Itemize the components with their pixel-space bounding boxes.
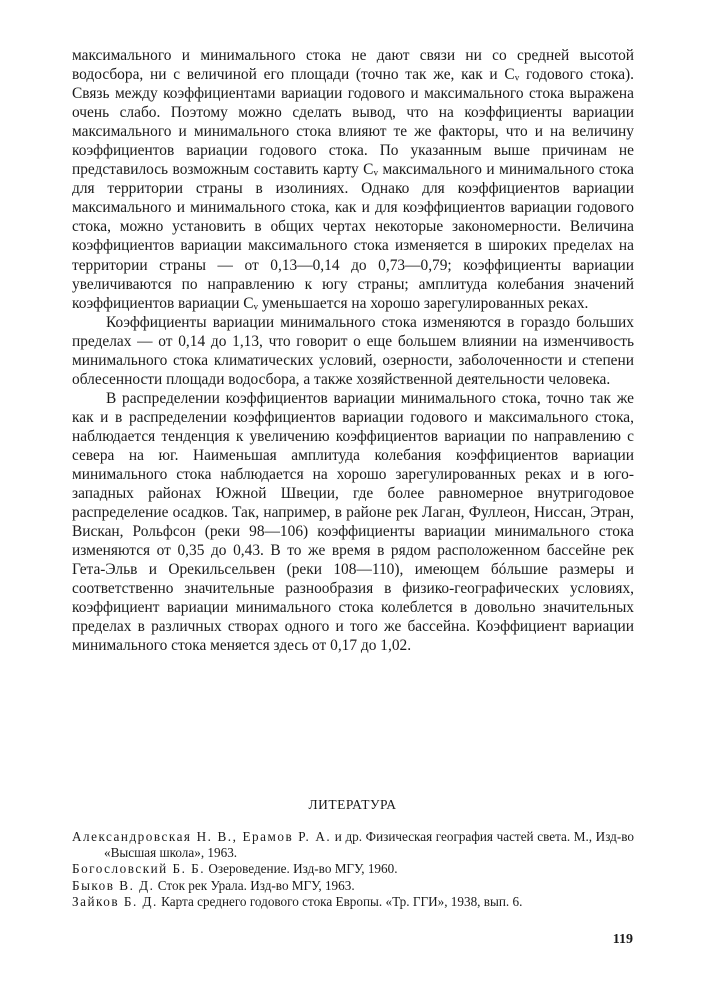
reference-text: и др. Физическая география частей света. М., Изд-во «Высшая школа», 1963. <box>104 829 634 861</box>
reference-item <box>72 829 634 861</box>
reference-author: Александровская Н. В., Ерамов Р. А. <box>72 829 332 844</box>
reference-author: Быков В. Д. <box>72 877 155 893</box>
body-text <box>72 46 634 656</box>
paragraph-1: максимального и минимального стока не дают связи ни со средней высотой водосбора, ни с величиной его площади (точно так же, как и Cᵥ годового стока). Связь между коэффициентами вариации годового и максимального стока выражена очень слабо. Поэтому можно сделать вывод, что на коэффициенты вариации максимального и минимального стока влияют те же факторы, что и на величину коэффициентов вариации годового стока. По указанным выше причинам не представилось возможным составить карту Cᵥ максимального и минимального стока для территории страны в изолиниях. Однако для коэффициентов вариации максимального и минимального стока, как и для коэффициентов вариации годового стока, можно установить в общих чертах некоторые закономерности. Величина коэффициентов вариации максимального стока изменяется в широких пределах на территории страны — от 0,13—0,14 до 0,73—0,79; коэффициенты вариации увеличиваются по направлению к югу страны; амплитуда колебания значений коэффициентов вариации Cᵥ уменьшается на хорошо зарегулированных реках. <box>72 47 634 312</box>
reference-list <box>72 829 634 910</box>
reference-author: Зайков Б. Д. <box>72 893 158 909</box>
reference-item <box>72 878 634 894</box>
reference-author: Богословский Б. Б. <box>72 861 206 877</box>
page-number: 119 <box>612 932 633 947</box>
paragraph-3: В распределении коэффициентов вариации минимального стока, точно так же как и в распределении коэффициентов вариации годового и максимального стока, наблюдается тенденция к увеличению коэффициентов вариации по направлению с севера на юг. Наименьшая амплитуда колебания коэффициентов вариации минимального стока наблюдается на хорошо зарегулированных реках и в юго-западных районах Южной Швеции, где более равномерное внутригодовое распределение осадков. Так, например, в районе рек Лаган, Фуллеон, Ниссан, Этран, Вискан, Рольфсон (реки 98—106) коэффициенты вариации минимального стока изменяются от 0,35 до 0,43. В то же время в рядом расположенном бассейне рек Гета-Эльв и Орекильсельвен (реки 108—110), имеющем бóльшие размеры и соответственно значительные разнообразия в физико-географических условиях, коэффициент вариации минимального стока колеблется в довольно значительных пределах в различных створах одного и того же бассейна. Коэффициент вариации минимального стока меняется здесь от 0,17 до 1,02. <box>72 389 634 655</box>
reference-item <box>72 894 634 910</box>
paragraph-2: Коэффициенты вариации минимального стока изменяются в гораздо больших пределах — от 0,14 до 1,13, что говорит о еще большем влиянии на изменчивость минимального стока климатических условий, озерности, заболоченности и степени облесенности площади водосбора, а также хозяйственной деятельности человека. <box>72 313 634 388</box>
literature-heading: ЛИТЕРАТУРА <box>308 797 397 812</box>
reference-item <box>72 861 634 877</box>
reference-text: Сток рек Урала. Изд-во МГУ, 1963. <box>154 877 355 893</box>
reference-text: Озероведение. Изд-во МГУ, 1960. <box>205 861 398 877</box>
reference-text: Карта среднего годового стока Европы. «Тр. ГГИ», 1938, вып. 6. <box>157 893 523 909</box>
